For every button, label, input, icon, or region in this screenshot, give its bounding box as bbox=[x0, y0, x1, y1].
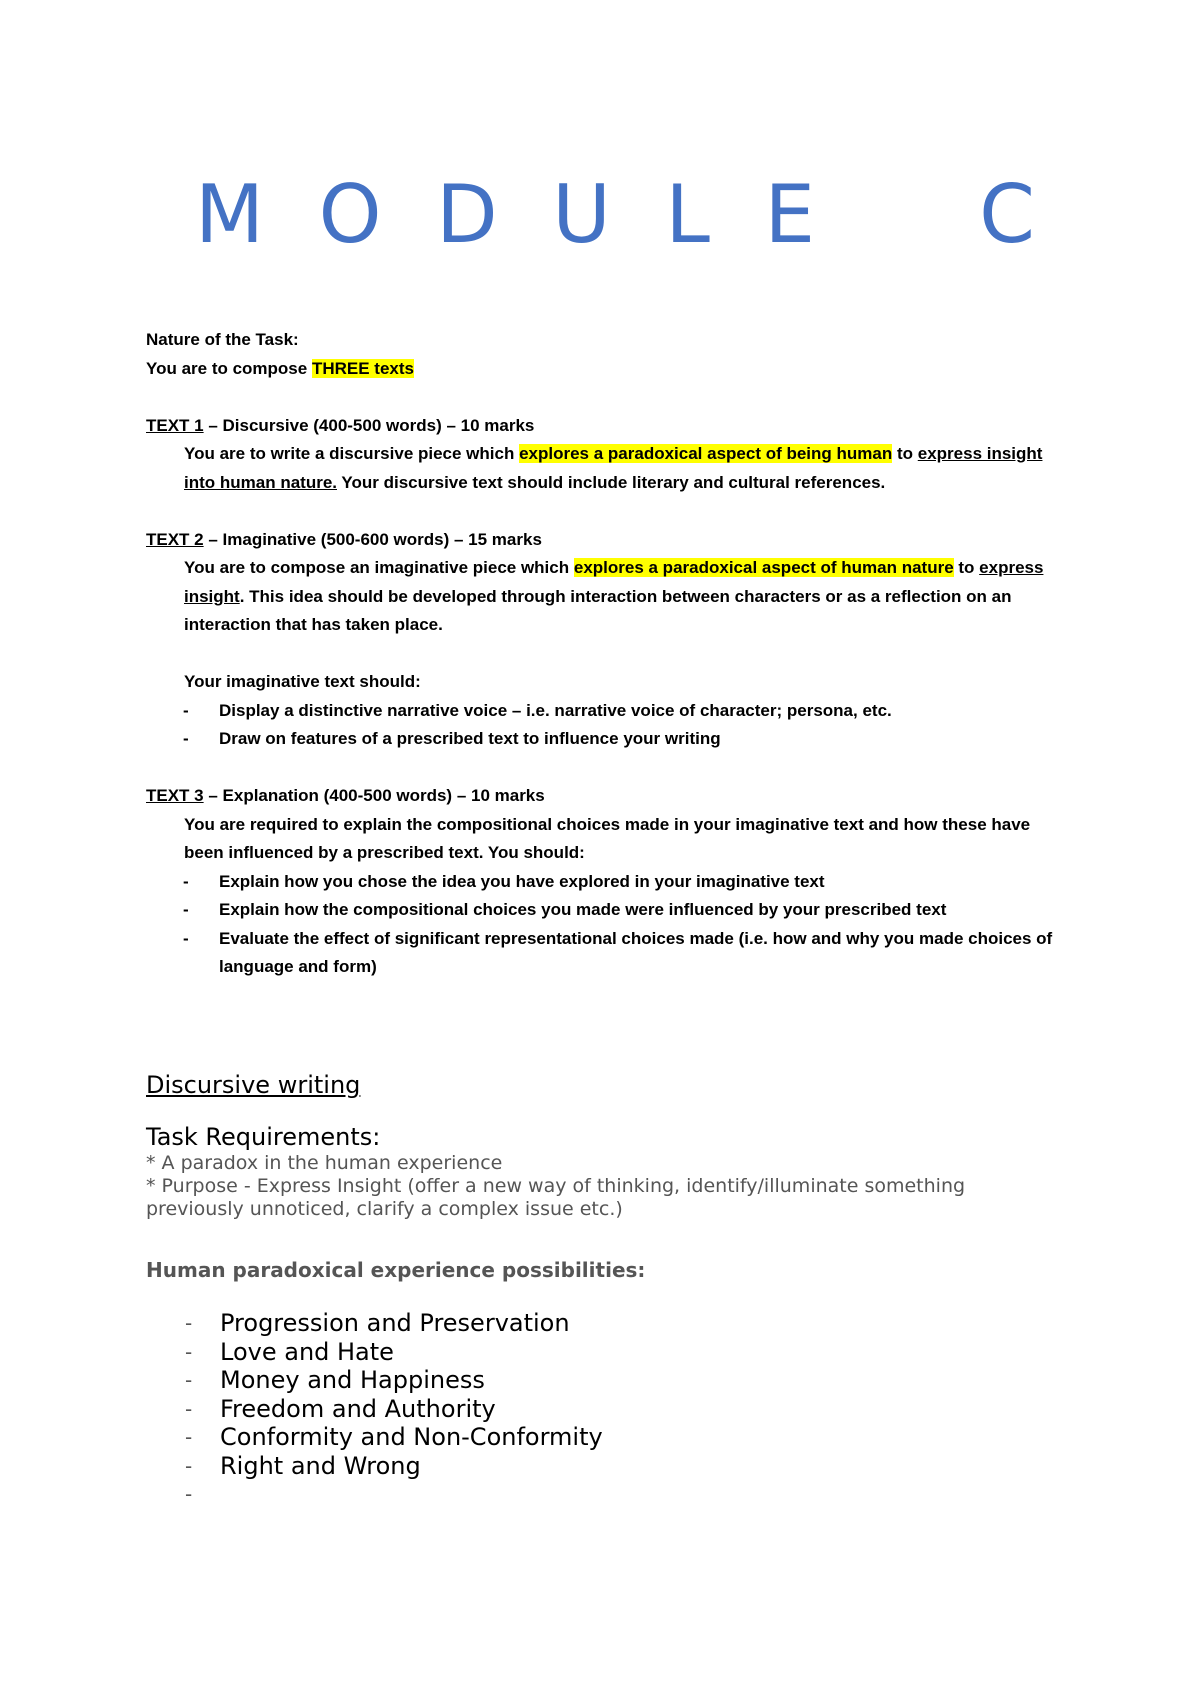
text2-highlight: explores a paradoxical aspect of human nature bbox=[573, 558, 954, 577]
text1-underline: express insight into human nature. bbox=[184, 444, 1043, 492]
list-item: - Freedom and Authority bbox=[185, 1394, 496, 1423]
requirement-item: * Purpose - Express Insight (offer a new way of thinking, identify/illuminate something previously unnoticed, clarify a complex issue etc.) bbox=[146, 1175, 966, 1220]
dash-bullet: - bbox=[183, 871, 189, 891]
text2-should-heading: Your imaginative text should: bbox=[184, 672, 421, 691]
list-item: - Love and Hate bbox=[185, 1337, 394, 1366]
dash-bullet: - bbox=[185, 1396, 193, 1421]
text1-label: TEXT 1 bbox=[146, 415, 204, 435]
dash-bullet: - bbox=[185, 1425, 193, 1449]
dash-bullet: - bbox=[183, 928, 189, 948]
dash-bullet: - bbox=[183, 729, 189, 748]
dash-bullet: - bbox=[185, 1311, 193, 1335]
possibilities-list bbox=[146, 1309, 1066, 1506]
text3-label: TEXT 3 bbox=[146, 786, 204, 805]
list-item: - Display a distinctive narrative voice – i.e. narrative voice of character; persona, etc. bbox=[146, 697, 1066, 726]
dash-bullet: - bbox=[183, 900, 189, 919]
list-item: - Money and Happiness bbox=[185, 1366, 485, 1394]
dash-bullet: - bbox=[185, 1368, 193, 1392]
list-item: - Explain how you chose the idea you have explored in your imaginative text bbox=[146, 868, 1066, 897]
title-letter: U bbox=[552, 168, 611, 261]
task-section bbox=[146, 326, 1066, 982]
title-letter: E bbox=[764, 168, 816, 261]
text2-label: TEXT 2 bbox=[146, 529, 204, 549]
list-item: - Explain how the compositional choices you made were influenced by your prescribed text bbox=[146, 896, 1066, 925]
task-heading: Nature of the Task: bbox=[146, 330, 299, 349]
dash-bullet: - bbox=[185, 1339, 193, 1364]
dash-bullet: - bbox=[185, 1482, 193, 1506]
requirement-item: * A paradox in the human experience bbox=[146, 1152, 503, 1174]
discursive-section bbox=[146, 1070, 1066, 1506]
requirements-heading: Task Requirements: bbox=[146, 1123, 381, 1151]
list-item: - Progression and Preservation bbox=[185, 1309, 570, 1337]
dash-bullet: - bbox=[183, 700, 189, 720]
text1-highlight: explores a paradoxical aspect of being human bbox=[519, 444, 893, 463]
text3-heading: TEXT 3 – Explanation (400-500 words) – 10 marks bbox=[146, 786, 545, 805]
list-item: - Draw on features of a prescribed text to influence your writing bbox=[146, 725, 1066, 754]
list-item: - Conformity and Non-Conformity bbox=[185, 1423, 603, 1451]
text2-underline: express insight bbox=[184, 558, 1044, 606]
title-letter: O bbox=[318, 168, 382, 261]
text1-heading: TEXT 1 – Discursive (400-500 words) – 10 marks bbox=[146, 415, 535, 435]
text3-description: You are required to explain the compositional choices made in your imaginative text and how these have been influenced by a prescribed text. You should: bbox=[184, 814, 1031, 862]
discursive-heading: Discursive writing bbox=[146, 1071, 361, 1099]
title-letter: C bbox=[979, 168, 1035, 261]
highlight-three-texts: THREE texts bbox=[311, 358, 414, 378]
title-letter: L bbox=[665, 168, 710, 261]
list-item: - Evaluate the effect of significant representational choices made (i.e. how and why you made choices of language and form) bbox=[146, 925, 1066, 982]
task-intro: You are to compose THREE texts bbox=[146, 358, 414, 378]
text2-description: You are to compose an imaginative piece which explores a paradoxical aspect of human nature to express insight. This idea should be developed through interaction between characters or as a reflection on an interaction that has taken place. bbox=[184, 558, 1044, 634]
list-item: - Right and Wrong bbox=[185, 1451, 421, 1480]
title-letter: M bbox=[195, 168, 265, 261]
title-letter: D bbox=[436, 168, 498, 261]
text1-description: You are to write a discursive piece which explores a paradoxical aspect of being human to express insight into human nature. Your discursive text should include literary and cultural references. bbox=[184, 444, 1043, 492]
title-gap bbox=[870, 175, 925, 255]
possibilities-heading: Human paradoxical experience possibilities: bbox=[146, 1258, 646, 1282]
dash-bullet: - bbox=[185, 1453, 193, 1478]
text2-heading: TEXT 2 – Imaginative (500-600 words) – 15 marks bbox=[146, 529, 542, 549]
module-title bbox=[195, 168, 1035, 261]
